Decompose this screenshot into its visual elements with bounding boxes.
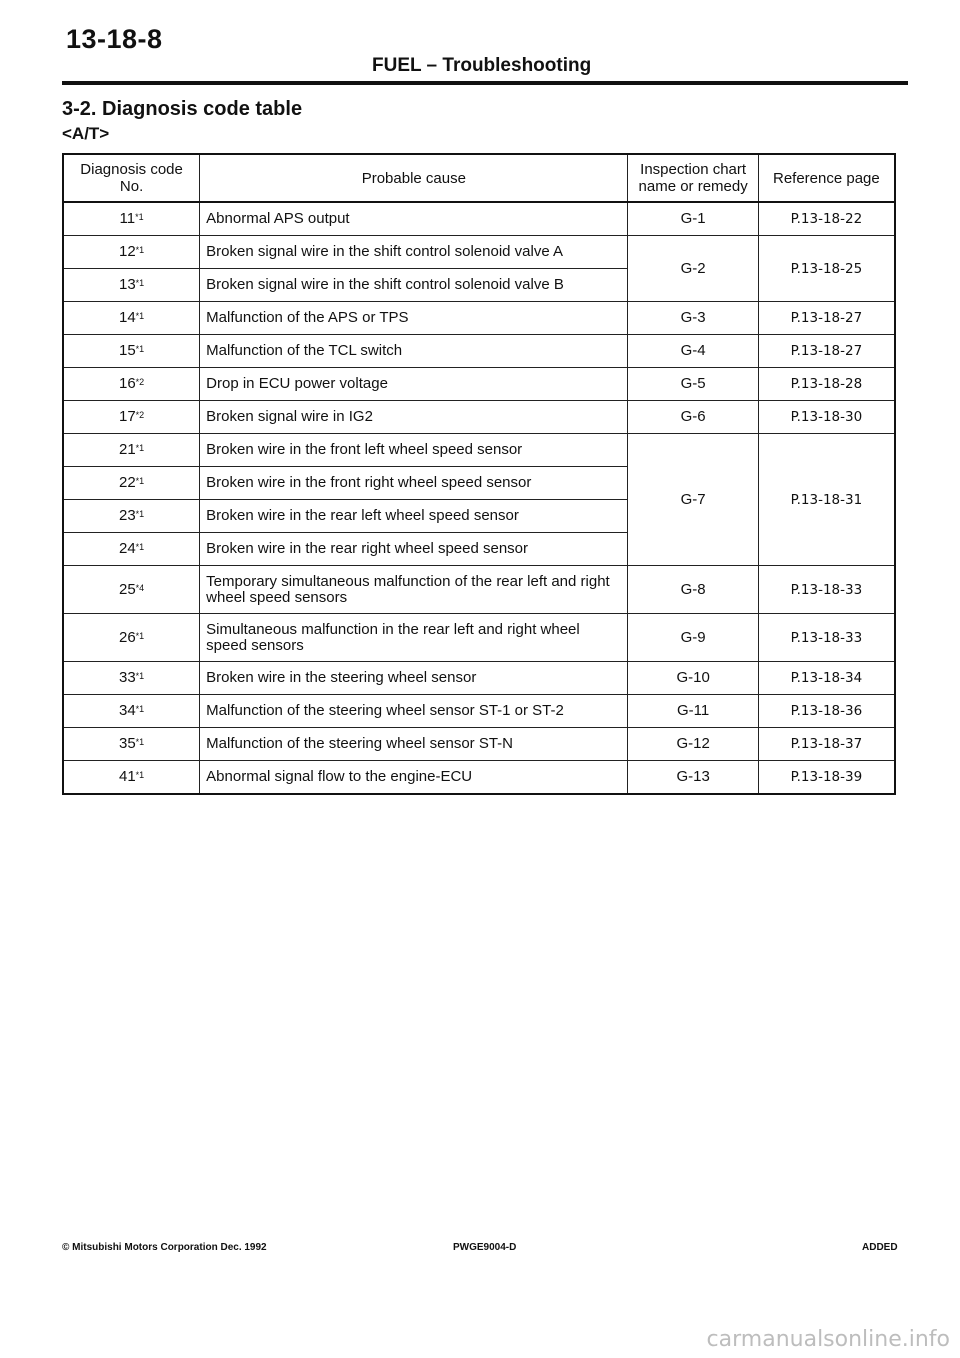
- header-chart: Inspection chart name or remedy: [628, 154, 758, 202]
- code-cell: 33$^{*1}$: [63, 662, 200, 695]
- table-row: [63, 614, 895, 662]
- cause-cell: Broken wire in the front left wheel speed sensor: [200, 434, 628, 467]
- table-row: [63, 236, 895, 269]
- cause-cell: Malfunction of the TCL switch: [200, 335, 628, 368]
- header-rule: [62, 81, 908, 85]
- reference-cell: P.13-18-31: [758, 434, 895, 566]
- table-heading: 3-2. Diagnosis code table: [62, 98, 303, 120]
- cause-cell: Malfunction of the steering wheel sensor ST-1 or ST-2: [200, 695, 628, 728]
- table-row: [63, 302, 895, 335]
- reference-cell: P.13-18-36: [758, 695, 895, 728]
- chart-cell: G-12: [628, 728, 758, 761]
- footer-copyright: © Mitsubishi Motors Corporation Dec. 1992: [62, 1242, 267, 1253]
- table-row: [63, 335, 895, 368]
- table-row: [63, 202, 895, 236]
- reference-cell: P.13-18-34: [758, 662, 895, 695]
- code-cell: 17$^{*2}$: [63, 401, 200, 434]
- code-cell: 25$^{*4}$: [63, 566, 200, 614]
- chart-cell: G-13: [628, 761, 758, 795]
- table-header-row: [63, 154, 895, 202]
- cause-cell: Simultaneous malfunction in the rear left and right wheel speed sensors: [200, 614, 628, 662]
- code-cell: 35$^{*1}$: [63, 728, 200, 761]
- chart-cell: G-3: [628, 302, 758, 335]
- cause-cell: Broken signal wire in IG2: [200, 401, 628, 434]
- code-cell: 14$^{*1}$: [63, 302, 200, 335]
- code-cell: 34$^{*1}$: [63, 695, 200, 728]
- header-reference: Reference page: [758, 154, 895, 202]
- cause-cell: Broken wire in the rear left wheel speed sensor: [200, 500, 628, 533]
- cause-cell: Temporary simultaneous malfunction of the rear left and right wheel speed sensors: [200, 566, 628, 614]
- footer-doc-code: PWGE9004-D: [453, 1242, 517, 1253]
- chart-cell: G-11: [628, 695, 758, 728]
- table-row: [63, 566, 895, 614]
- reference-cell: P.13-18-22: [758, 202, 895, 236]
- chart-cell: G-8: [628, 566, 758, 614]
- table-row: [63, 761, 895, 795]
- section-title: FUEL – Troubleshooting: [372, 55, 592, 76]
- reference-cell: P.13-18-37: [758, 728, 895, 761]
- reference-cell: P.13-18-27: [758, 302, 895, 335]
- table-row: [63, 728, 895, 761]
- cause-cell: Abnormal signal flow to the engine-ECU: [200, 761, 628, 795]
- reference-cell: P.13-18-33: [758, 614, 895, 662]
- code-cell: 41$^{*1}$: [63, 761, 200, 795]
- reference-cell: P.13-18-33: [758, 566, 895, 614]
- table-row: [63, 401, 895, 434]
- chart-cell: G-6: [628, 401, 758, 434]
- cause-cell: Malfunction of the steering wheel sensor ST-N: [200, 728, 628, 761]
- table-row: [63, 434, 895, 467]
- cause-cell: Broken signal wire in the shift control solenoid valve B: [200, 269, 628, 302]
- chart-cell: G-2: [628, 236, 758, 302]
- chart-cell: G-10: [628, 662, 758, 695]
- chart-cell: G-1: [628, 202, 758, 236]
- code-cell: 12$^{*1}$: [63, 236, 200, 269]
- code-cell: 26$^{*1}$: [63, 614, 200, 662]
- cause-cell: Broken wire in the steering wheel sensor: [200, 662, 628, 695]
- code-cell: 11$^{*1}$: [63, 202, 200, 236]
- table-row: [63, 368, 895, 401]
- code-cell: 22$^{*1}$: [63, 467, 200, 500]
- code-cell: 15$^{*1}$: [63, 335, 200, 368]
- chart-cell: G-5: [628, 368, 758, 401]
- reference-cell: P.13-18-28: [758, 368, 895, 401]
- header-cause: Probable cause: [200, 154, 628, 202]
- watermark-text: carmanualsonline.info: [706, 1327, 950, 1352]
- reference-cell: P.13-18-25: [758, 236, 895, 302]
- cause-cell: Broken wire in the front right wheel speed sensor: [200, 467, 628, 500]
- header-code: Diagnosis code No.: [63, 154, 200, 202]
- cause-cell: Broken signal wire in the shift control solenoid valve A: [200, 236, 628, 269]
- cause-cell: Broken wire in the rear right wheel speed sensor: [200, 533, 628, 566]
- cause-cell: Drop in ECU power voltage: [200, 368, 628, 401]
- code-cell: 24$^{*1}$: [63, 533, 200, 566]
- table-row: [63, 695, 895, 728]
- reference-cell: P.13-18-27: [758, 335, 895, 368]
- transmission-mode-label: <A/T>: [62, 124, 110, 143]
- reference-cell: P.13-18-39: [758, 761, 895, 795]
- chart-cell: G-7: [628, 434, 758, 566]
- reference-cell: P.13-18-30: [758, 401, 895, 434]
- diagnosis-code-table: [62, 153, 896, 795]
- chart-cell: G-4: [628, 335, 758, 368]
- chart-cell: G-9: [628, 614, 758, 662]
- code-cell: 21$^{*1}$: [63, 434, 200, 467]
- table-row: [63, 662, 895, 695]
- code-cell: 23$^{*1}$: [63, 500, 200, 533]
- page-number: 13-18-8: [66, 24, 163, 54]
- code-cell: 16$^{*2}$: [63, 368, 200, 401]
- code-cell: 13$^{*1}$: [63, 269, 200, 302]
- cause-cell: Abnormal APS output: [200, 202, 628, 236]
- cause-cell: Malfunction of the APS or TPS: [200, 302, 628, 335]
- footer-status: ADDED: [862, 1242, 898, 1253]
